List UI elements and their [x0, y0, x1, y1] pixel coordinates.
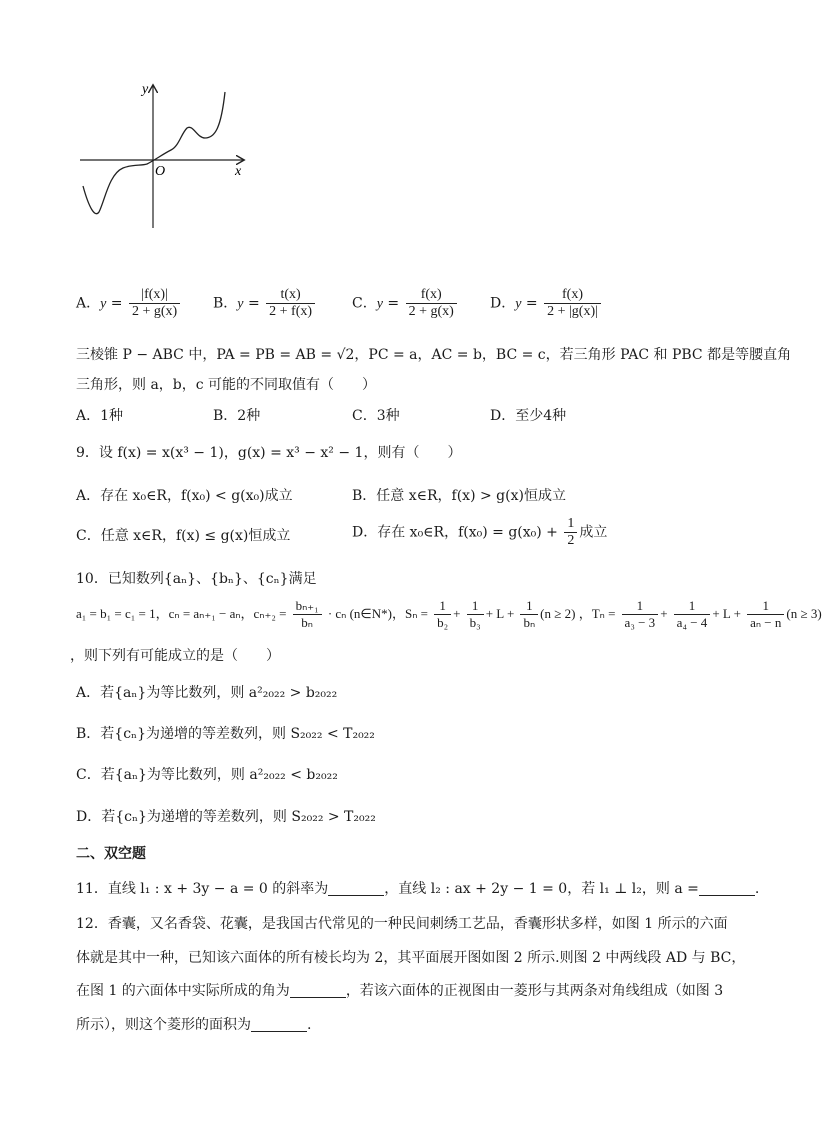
- q11-blank-1[interactable]: [328, 881, 384, 896]
- q12-blank-1[interactable]: [290, 983, 346, 998]
- x-axis-label: x: [235, 164, 242, 179]
- q10-option-b[interactable]: B．若{cₙ}为递增的等差数列，则 S₂₀₂₂ < T₂₀₂₂: [76, 726, 375, 742]
- function-curve: [83, 92, 225, 214]
- q8-option-c[interactable]: C．3种: [352, 408, 400, 424]
- q9-option-a[interactable]: A．存在 x₀∈R，f(x₀) < g(x₀)成立: [76, 488, 293, 504]
- q10-option-c[interactable]: C．若{aₙ}为等比数列，则 a²₂₀₂₂ < b₂₀₂₂: [76, 767, 338, 783]
- q9-option-c[interactable]: C．任意 x∈R，f(x) ≤ g(x)恒成立: [76, 528, 291, 544]
- q11-blank-2[interactable]: [699, 881, 755, 896]
- q11-line: 11．直线 l₁ : x + 3y − a = 0 的斜率为 ，直线 l₂ : ax + 2y − 1 = 0，若 l₁ ⊥ l₂，则 a = .: [76, 881, 760, 897]
- q10-stem: 10．已知数列{aₙ}、{bₙ}、{cₙ}满足: [76, 571, 317, 587]
- q12-line4: 所示），则这个菱形的面积为 .: [76, 1017, 312, 1033]
- q7-option-a[interactable]: A．y = $\frac{|f(x)|}{2 + g(x)}$: [76, 287, 182, 320]
- q8-stem-line1: 三棱锥 P − ABC 中，PA = PB = AB = √2，PC = a，AC = b，BC = c，若三角形 PAC 和 PBC 都是等腰直角: [76, 347, 792, 363]
- q10-definitions: a₁ = b₁ = c₁ = 1，cₙ = aₙ₊₁ − aₙ，cₙ₊₂ = $\frac{\text{bₙ₊₁}}{\text{bₙ}}$ · cₙ (n∈N*)，Sₙ = $\frac{1}{\text{b₂}}$ + $\frac{1}{\text{b₃}}$ + L + $\frac{1}{\text{bₙ}}$ (n ≥ 2) ，Tₙ = $\frac{1}{\text{a₃ − 3}}$ + $\frac{1}{\text{a₄ − 4}}$ + L + $\frac{1}{\text{aₙ − n}}$ (n ≥ 3): [76, 598, 822, 630]
- q7-option-b[interactable]: B．y = $\frac{t(x)}{2 + f(x)}$: [213, 287, 317, 320]
- q12-line1: 12．香囊，又名香袋、花囊，是我国古代常见的一种民间刺绣工艺品，香囊形状多样，如图 1 所示的六面: [76, 916, 728, 932]
- q7-option-c[interactable]: C．y = $\frac{f(x)}{2 + g(x)}$: [352, 287, 459, 320]
- q9-stem: 9．设 f(x) = x(x³ − 1)，g(x) = x³ − x² − 1，则有（ ）: [76, 445, 462, 461]
- q8-option-a[interactable]: A．1种: [76, 408, 124, 424]
- origin-label: O: [155, 164, 166, 179]
- q10-option-a[interactable]: A．若{aₙ}为等比数列，则 a²₂₀₂₂ > b₂₀₂₂: [76, 685, 338, 701]
- q12-line3: 在图 1 的六面体中实际所成的角为 ，若该六面体的正视图由一菱形与其两条对角线组成（如图 3: [76, 983, 724, 999]
- q8-stem-line2: 三角形，则 a，b，c 可能的不同取值有（ ）: [76, 377, 377, 393]
- q8-option-b[interactable]: B．2种: [213, 408, 261, 424]
- q10-tail: ，则下列有可能成立的是（ ）: [70, 648, 280, 664]
- section-heading-2: 二、双空题: [76, 846, 146, 862]
- q9-option-d[interactable]: D．存在 x₀∈R，f(x₀) = g(x₀) + $\frac{1}{2}$ 成立: [352, 516, 608, 548]
- q8-option-d[interactable]: D．至少4种: [490, 408, 567, 424]
- q12-line2: 体就是其中一种，已知该六面体的所有棱长均为 2，其平面展开图如图 2 所示.则图 2 中两线段 AD 与 BC，: [76, 950, 746, 966]
- q7-option-d[interactable]: D．y = $\frac{f(x)}{2 + |g(x)|}$: [490, 287, 603, 320]
- q12-blank-2[interactable]: [251, 1017, 307, 1032]
- q9-option-b[interactable]: B．任意 x∈R，f(x) > g(x)恒成立: [352, 488, 566, 504]
- function-graph: [75, 78, 255, 238]
- y-axis-label: y: [142, 82, 149, 97]
- q10-option-d[interactable]: D．若{cₙ}为递增的等差数列，则 S₂₀₂₂ > T₂₀₂₂: [76, 809, 376, 825]
